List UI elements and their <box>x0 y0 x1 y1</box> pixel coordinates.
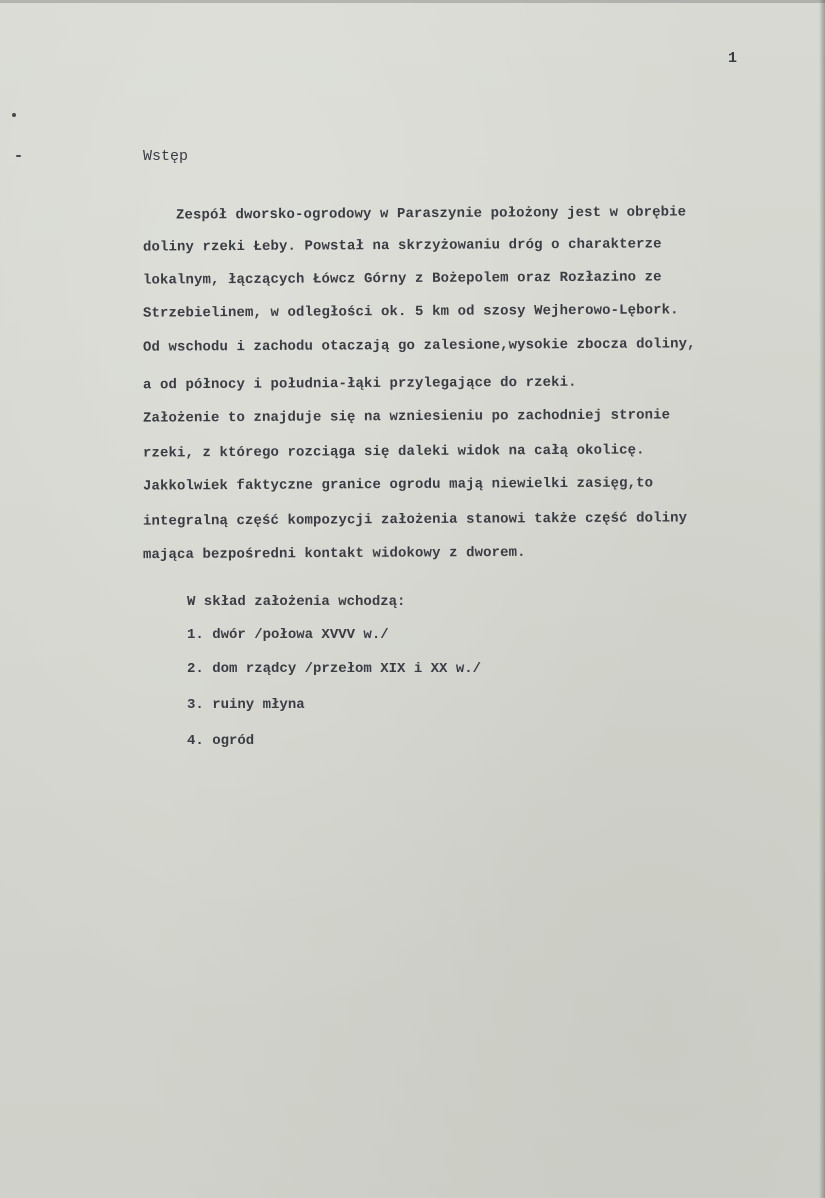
list-item: 4. ogród <box>187 733 255 749</box>
scan-edge-shadow <box>819 0 825 1198</box>
list-item: 1. dwór /połowa XVVV w./ <box>187 627 389 643</box>
list-item: 2. dom rządcy /przełom XIX i XX w./ <box>187 661 482 677</box>
paragraph-line: mająca bezpośredni kontakt widokowy z dworem. <box>142 544 526 564</box>
list-intro: W skład założenia wchodzą: <box>187 594 406 610</box>
page-number: 1 <box>728 50 738 67</box>
paragraph-line: Jakkolwiek faktyczne granice ogrodu mają niewielki zasięg,to <box>142 475 654 495</box>
paragraph-line: rzeki, z którego rozciąga się daleki widok na całą okolicę. <box>142 442 645 462</box>
paragraph-line: Strzebielinem, w odległości ok. 5 km od szosy Wejherowo-Lębork. <box>142 302 679 322</box>
paragraph-line: a od północy i południa-łąki przylegające do rzeki. <box>142 374 577 394</box>
margin-mark-2 <box>16 155 21 157</box>
paragraph-line: lokalnym, łączących Łówcz Górny z Bożepolem oraz Rozłazino ze <box>142 269 662 289</box>
paragraph-line: Założenie to znajduje się na wzniesieniu po zachodniej stronie <box>142 407 671 427</box>
paragraph-line: integralną część kompozycji założenia stanowi także część doliny <box>142 510 688 530</box>
paragraph-line: Od wschodu i zachodu otaczają go zalesione,wysokie zbocza doliny, <box>142 336 696 356</box>
paragraph-line: doliny rzeki Łeby. Powstał na skrzyżowaniu dróg o charakterze <box>142 236 662 256</box>
section-heading: Wstęp <box>143 148 189 165</box>
list-item: 3. ruiny młyna <box>187 697 305 713</box>
paragraph-line: Zespół dworsko-ogrodowy w Paraszynie położony jest w obrębie <box>175 204 687 224</box>
margin-mark-1 <box>12 113 16 117</box>
scan-edge-top <box>0 0 825 3</box>
